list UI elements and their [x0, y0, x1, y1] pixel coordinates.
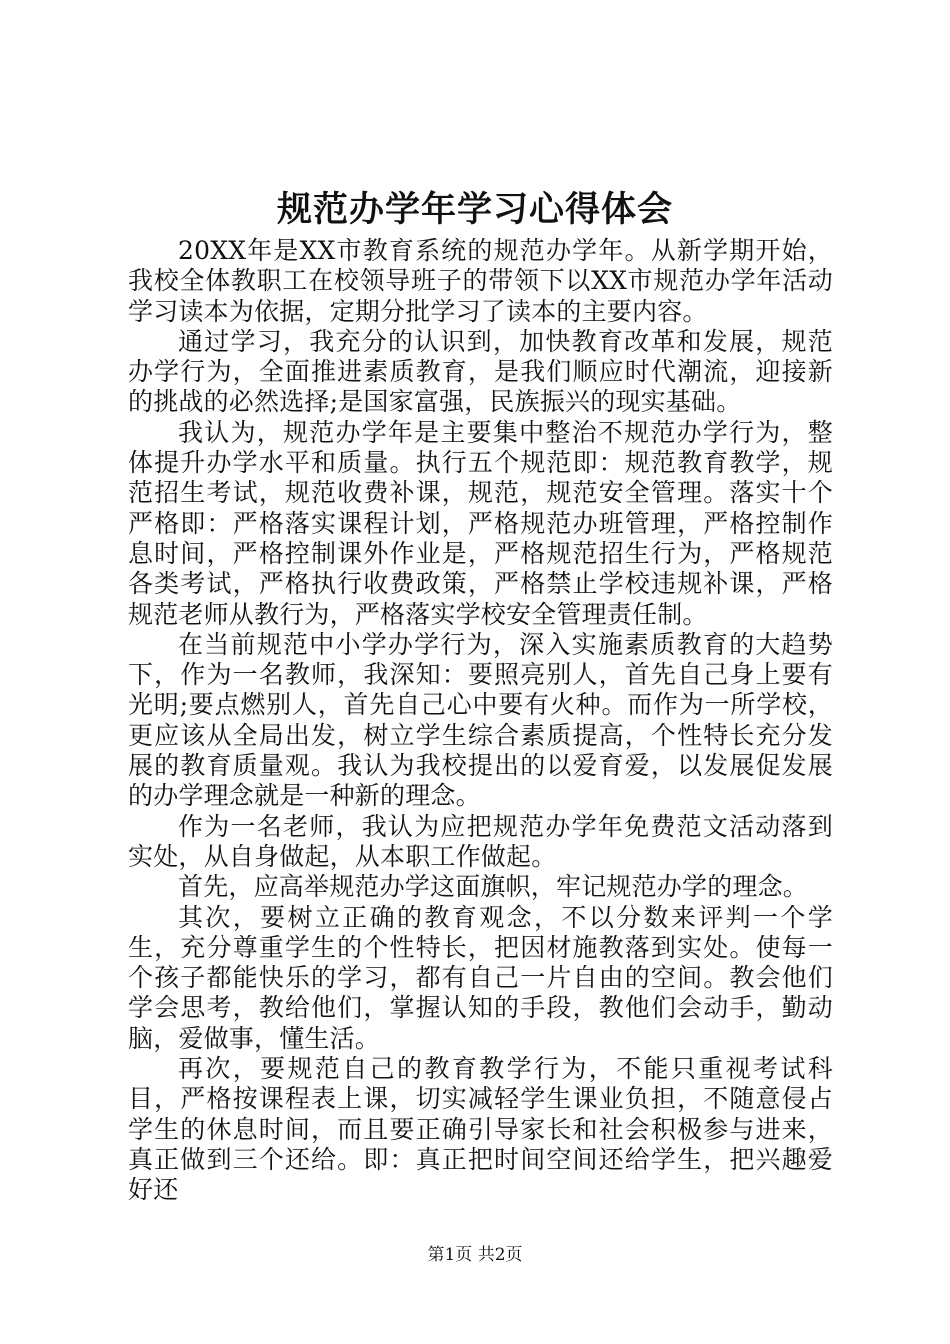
page-footer: 第1页 共2页 — [427, 1245, 523, 1265]
paragraph: 其次，要树立正确的教育观念，不以分数来评判一个学生，充分尊重学生的个性特长，把因材施教落到实处。使每一个孩子都能快乐的学习，都有自己一片自由的空间。教会他们学会思考，教给他们，掌握认知的手段，教他们会动手，勤动脑，爱做事，懂生活。 — [128, 902, 833, 1053]
paragraph: 20XX年是XX市教育系统的规范办学年。从新学期开始，我校全体教职工在校领导班子的带领下以XX市规范办学年活动学习读本为依据，定期分批学习了读本的主要内容。 — [128, 236, 833, 326]
document-title: 规范办学年学习心得体会 — [276, 189, 673, 230]
paragraph: 再次，要规范自己的教育教学行为，不能只重视考试科目，严格按课程表上课，切实减轻学生课业负担，不随意侵占学生的休息时间，而且要正确引导家长和社会积极参与进来，真正做到三个还给。即：真正把时间空间还给学生，把兴趣爱好还 — [128, 1054, 833, 1205]
paragraph: 我认为，规范办学年是主要集中整治不规范办学行为，整体提升办学水平和质量。执行五个规范即：规范教育教学，规范招生考试，规范收费补课，规范，规范安全管理。落实十个严格即：严格落实课程计划，严格规范办班管理，严格控制作息时间，严格控制课外作业是，严格规范招生行为，严格规范各类考试，严格执行收费政策，严格禁止学校违规补课，严格规范老师从教行为，严格落实学校安全管理责任制。 — [128, 417, 833, 629]
document-body — [128, 236, 833, 1206]
paragraph: 在当前规范中小学办学行为，深入实施素质教育的大趋势下，作为一名教师，我深知：要照亮别人，首先自己身上要有光明;要点燃别人，首先自己心中要有火种。而作为一所学校，更应该从全局出发，树立学生综合素质提高，个性特长充分发展的教育质量观。我认为我校提出的以爱育爱，以发展促发展的办学理念就是一种新的理念。 — [128, 629, 833, 811]
paragraph: 作为一名老师，我认为应把规范办学年免费范文活动落到实处，从自身做起，从本职工作做起。 — [128, 811, 833, 871]
paragraph: 首先，应高举规范办学这面旗帜，牢记规范办学的理念。 — [178, 872, 809, 902]
paragraph: 通过学习，我充分的认识到，加快教育改革和发展，规范办学行为，全面推进素质教育，是我们顺应时代潮流，迎接新的挑战的必然选择;是国家富强，民族振兴的现实基础。 — [128, 326, 833, 417]
